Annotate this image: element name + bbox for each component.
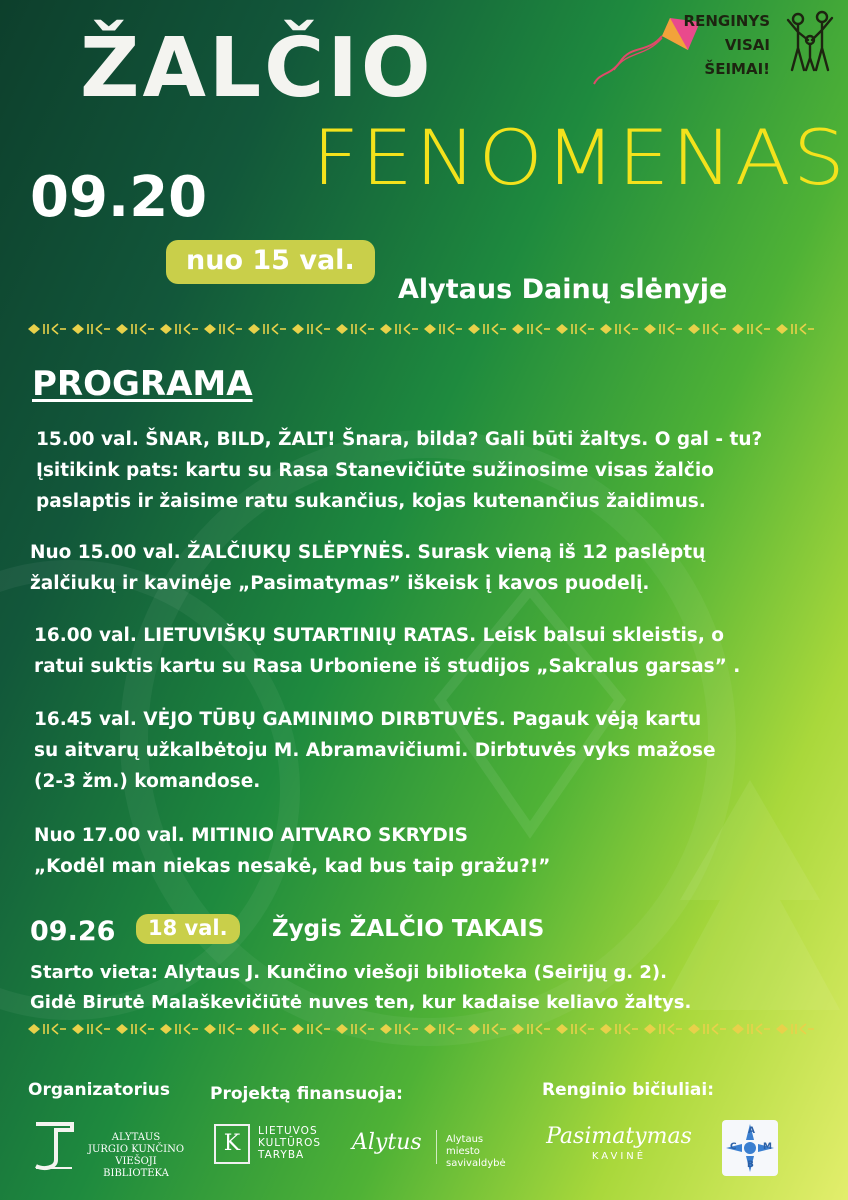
hike-line: Starto vieta: Alytaus J. Kunčino viešoji biblioteka (Seirijų g. 2). bbox=[30, 962, 667, 983]
culture-council-logo-line: LIETUVOS bbox=[258, 1125, 318, 1137]
culture-council-logo-line: KULTŪROS bbox=[258, 1137, 322, 1149]
title-line-2: FENOMENAS bbox=[312, 114, 847, 203]
ornament-divider bbox=[26, 1022, 820, 1036]
program-item-line: „Kodėl man niekas nesakė, kad bus taip gražu?!” bbox=[34, 856, 551, 877]
time-badge: nuo 15 val. bbox=[166, 240, 375, 284]
program-item bbox=[36, 424, 762, 517]
library-logo-line: JURGIO KUNČINO bbox=[87, 1144, 185, 1155]
program-item-line: Įsitikink pats: kartu su Rasa Stanevičiūte sužinosime visas žalčio bbox=[36, 460, 714, 481]
event-date: 09.20 bbox=[30, 165, 208, 230]
library-logo-mark bbox=[32, 1120, 76, 1172]
program-item-line: 15.00 val. ŠNAR, BILD, ŽALT! Šnara, bilda? Gali būti žaltys. O gal - tu? bbox=[36, 429, 763, 450]
library-logo-line: VIEŠOJI BIBLIOTEKA bbox=[103, 1156, 169, 1179]
hike-title: Žygis ŽALČIO TAKAIS bbox=[272, 916, 545, 942]
program-item-line: paslaptis ir žaisime ratu sukančius, kojas kutenančius žaidimus. bbox=[36, 491, 706, 512]
program-item bbox=[30, 537, 705, 599]
cam-logo-letter: B bbox=[747, 1160, 754, 1170]
hike-line: Gidė Birutė Malaškevičiūtė nuves ten, kur kadaise keliavo žaltys. bbox=[30, 992, 692, 1013]
program-item-line: su aitvarų užkalbėtoju M. Abramavičiumi. Dirbtuvės vyks mažose bbox=[34, 740, 716, 761]
cam-logo-letter: M bbox=[763, 1142, 772, 1152]
program-item-line: žalčiukų ir kavinėje „Pasimatymas” iškeisk į kavos puodelį. bbox=[30, 573, 650, 594]
hike-time-badge: 18 val. bbox=[136, 914, 240, 944]
pasimatymas-logo-name: Pasimatymas bbox=[546, 1124, 692, 1149]
program-item-line: Nuo 17.00 val. MITINIO AITVARO SKRYDIS bbox=[34, 825, 468, 846]
program-item bbox=[34, 620, 740, 682]
alytus-logo bbox=[352, 1128, 512, 1168]
cam-logo bbox=[722, 1120, 778, 1176]
pasimatymas-logo bbox=[544, 1124, 694, 1174]
badge-line-2: VISAI bbox=[724, 36, 770, 54]
badge-line-1: RENGINYS bbox=[683, 12, 770, 30]
title-line-1: ŽALČIO bbox=[80, 21, 434, 116]
pasimatymas-logo-sub: KAVINĖ bbox=[591, 1151, 647, 1162]
program-item bbox=[34, 820, 550, 882]
program-item bbox=[34, 704, 716, 797]
badge-line-3: ŠEIMAI! bbox=[704, 60, 770, 78]
library-logo-line: ALYTAUS bbox=[111, 1132, 161, 1143]
alytus-logo-line: savivaldybė bbox=[446, 1158, 506, 1169]
venue: Alytaus Dainų slėnyje bbox=[398, 274, 728, 305]
culture-council-logo bbox=[214, 1124, 344, 1164]
hike-description bbox=[30, 958, 691, 1018]
hike-date: 09.26 bbox=[30, 916, 116, 947]
alytus-logo-line: Alytaus miesto bbox=[446, 1134, 484, 1157]
family-event-badge bbox=[684, 9, 770, 81]
culture-council-logo-letter: K bbox=[214, 1124, 250, 1164]
family-icon bbox=[784, 10, 836, 74]
cam-logo-letter: A bbox=[748, 1126, 755, 1136]
program-item-line: 16.45 val. VĖJO TŪBŲ GAMINIMO DIRBTUVĖS. Pagauk vėją kartu bbox=[34, 709, 702, 730]
program-item-line: 16.00 val. LIETUVIŠKŲ SUTARTINIŲ RATAS. Leisk balsui skleistis, o bbox=[34, 625, 724, 646]
program-item-line: ratui suktis kartu su Rasa Urboniene iš studijos „Sakralus garsas” . bbox=[34, 656, 741, 677]
ornament-divider bbox=[26, 322, 820, 336]
culture-council-logo-line: TARYBA bbox=[258, 1149, 305, 1161]
organizer-label: Organizatorius bbox=[28, 1080, 171, 1100]
program-item-line: Nuo 15.00 val. ŽALČIUKŲ SLĖPYNĖS. Surask vieną iš 12 paslėptų bbox=[30, 542, 706, 563]
program-item-line: (2-3 žm.) komandose. bbox=[34, 771, 261, 792]
library-logo bbox=[28, 1120, 188, 1179]
cam-logo-letter: C bbox=[730, 1142, 737, 1152]
alytus-logo-script: Alytus bbox=[352, 1130, 422, 1155]
funder-label: Projektą finansuoja: bbox=[210, 1084, 403, 1104]
friends-label: Renginio bičiuliai: bbox=[542, 1080, 715, 1100]
program-heading: PROGRAMA bbox=[32, 364, 253, 404]
